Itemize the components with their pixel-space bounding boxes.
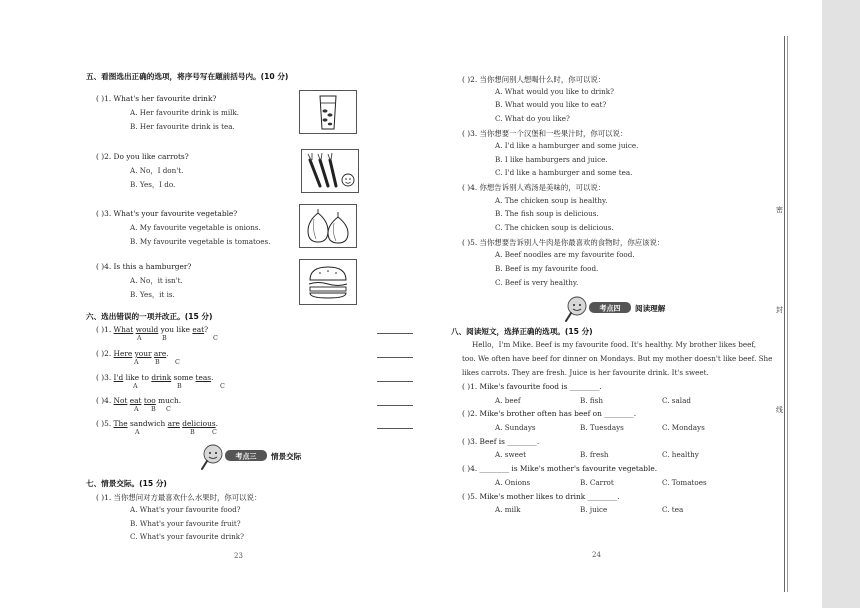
s8-q1-c: C. salad <box>662 396 691 405</box>
s7-q2: ( )2. 当你想问别人想喝什么时，你可以说： <box>462 75 606 84</box>
passage-line-1: Hello，I'm Mike. Beef is my favourite food. It's healthy. My brother likes beef, <box>472 340 757 349</box>
section-8-title: 八、阅读短文，选择正确的选项。(15 分) <box>451 327 593 336</box>
s6-q1-letter-a: A <box>137 334 142 342</box>
s5-q3-b: B. My favourite vegetable is tomatoes. <box>130 237 271 246</box>
s7-q1-c: C. What's your favourite drink? <box>130 532 244 541</box>
s8-q4-c: C. Tomatoes <box>662 478 707 487</box>
s5-q4: ( )4. Is this a hamburger? <box>96 262 192 271</box>
onions-picture <box>299 204 357 248</box>
s7-q2-a: A. What would you like to drink? <box>495 87 614 96</box>
onion-icon <box>300 205 356 247</box>
s8-q5-b: B. juice <box>580 505 608 514</box>
s6-q5-letter-a: A <box>135 428 140 436</box>
s6-q2-letter-a: A <box>134 358 139 366</box>
s7-q2-c: C. What do you like? <box>495 114 570 123</box>
s8-q1-a: A. beef <box>495 396 521 405</box>
answer-line-5[interactable] <box>377 428 413 429</box>
badge-label: 阅读理解 <box>635 304 666 313</box>
s8-q3-b: B. fresh <box>580 450 609 459</box>
carrots-picture <box>301 149 359 193</box>
s5-q2-b: B. Yes，I do. <box>130 180 176 189</box>
s8-q5-c: C. tea <box>662 505 684 514</box>
s8-q2-b: B. Tuesdays <box>580 423 624 432</box>
answer-line-1[interactable] <box>377 333 413 334</box>
margin-char-1: 密 <box>776 206 783 214</box>
page-number-left: 23 <box>234 552 243 560</box>
s8-q4-a: A. Onions <box>495 478 531 487</box>
svg-text:考点四: 考点四 <box>599 304 621 313</box>
s5-q1-b: B. Her favourite drink is tea. <box>130 122 235 131</box>
svg-text:考点三: 考点三 <box>235 452 257 461</box>
s7-q1: ( )1. 当你想问对方最喜欢什么水果时，你可以说： <box>96 493 262 502</box>
s8-q4: ( )4. ________ is Mike's mother's favourite vegetable. <box>462 464 658 473</box>
binding-line-inner <box>787 36 788 592</box>
s7-q3-b: B. I like hamburgers and juice. <box>495 155 608 164</box>
binding-line <box>784 36 785 592</box>
s7-q3-c: C. I'd like a hamburger and some tea. <box>495 168 633 177</box>
s8-q3: ( )3. Beef is ________. <box>462 437 540 446</box>
s7-q3: ( )3. 当你想要一个汉堡和一些果汁时，你可以说： <box>462 129 628 138</box>
passage-line-3: likes carrots. They are fresh. Juice is her favourite drink. It's sweet. <box>462 368 709 377</box>
s6-q2: ( )2. Here your are. <box>96 349 169 358</box>
answer-line-4[interactable] <box>377 405 413 406</box>
s7-q2-b: B. What would you like to eat? <box>495 100 607 109</box>
magnifier-mascot-icon <box>199 443 269 471</box>
s6-q3-letter-c: C <box>220 382 225 390</box>
page-number-right: 24 <box>592 551 601 559</box>
section-5-title: 五、看图选出正确的选项，将序号写在题前括号内。(10 分) <box>86 72 289 81</box>
s7-q3-a: A. I'd like a hamburger and some juice. <box>495 141 639 150</box>
s8-q5: ( )5. Mike's mother likes to drink ________. <box>462 492 620 501</box>
s5-q2: ( )2. Do you like carrots? <box>96 152 189 161</box>
s6-q2-letter-c: C <box>175 358 180 366</box>
badge-label: 情景交际 <box>271 452 302 461</box>
s6-q5-letter-b: B <box>190 428 195 436</box>
scan-edge-strip <box>822 0 860 608</box>
s6-q1-letter-c: C <box>213 334 218 342</box>
s8-q2-a: A. Sundays <box>495 423 536 432</box>
margin-char-3: 线 <box>776 406 783 414</box>
s7-q5: ( )5. 当你想要告诉别人牛肉是你最喜欢的食物时，你应该说： <box>462 238 665 247</box>
s5-q4-b: B. Yes，it is. <box>130 290 175 299</box>
s7-q4-b: B. The fish soup is delicious. <box>495 209 599 218</box>
s7-q5-a: A. Beef noodles are my favourite food. <box>495 250 635 259</box>
s6-q4: ( )4. Not eat too much. <box>96 396 182 405</box>
s8-q3-c: C. healthy <box>662 450 699 459</box>
s5-q3: ( )3. What's your favourite vegetable? <box>96 209 238 218</box>
section-7-title: 七、情景交际。(15 分) <box>86 479 167 488</box>
s8-q5-a: A. milk <box>495 505 521 514</box>
s5-q3-a: A. My favourite vegetable is onions. <box>130 223 261 232</box>
answer-line-3[interactable] <box>377 381 413 382</box>
glass-icon <box>300 91 356 133</box>
s8-q2-c: C. Mondays <box>662 423 705 432</box>
hamburger-picture <box>299 259 357 305</box>
hamburger-icon <box>300 260 356 304</box>
s7-q5-c: C. Beef is very healthy. <box>495 278 579 287</box>
s7-q1-a: A. What's your favourite food? <box>130 505 241 514</box>
magnifier-mascot-icon <box>563 295 633 323</box>
s6-q3-letter-b: B <box>177 382 182 390</box>
s6-q4-letter-c: C <box>166 405 171 413</box>
s6-q3: ( )3. I'd like to drink some teas. <box>96 373 214 382</box>
s5-q1: ( )1. What's her favourite drink? <box>96 94 217 103</box>
carrot-icon <box>302 150 358 192</box>
s6-q4-letter-a: A <box>134 405 139 413</box>
s6-q5-letter-c: C <box>212 428 217 436</box>
s7-q4: ( )4. 你想告诉别人鸡汤是美味的，可以说： <box>462 183 606 192</box>
s7-q4-c: C. The chicken soup is delicious. <box>495 223 614 232</box>
badge-reading-comprehension <box>563 295 673 323</box>
s5-q4-a: A. No，it isn't. <box>130 276 183 285</box>
s6-q5: ( )5. The sandwich are delicious. <box>96 419 218 428</box>
s7-q1-b: B. What's your favourite fruit? <box>130 519 241 528</box>
s6-q1-letter-b: B <box>162 334 167 342</box>
s5-q2-a: A. No，I don't. <box>130 166 184 175</box>
s7-q5-b: B. Beef is my favourite food. <box>495 264 599 273</box>
milk-glass-picture <box>299 90 357 134</box>
s8-q3-a: A. sweet <box>495 450 526 459</box>
section-6-title: 六、选出错误的一项并改正。(15 分) <box>86 312 213 321</box>
passage-line-2: too. We often have beef for dinner on Mondays. But my mother doesn't like beef. She <box>462 354 773 363</box>
s8-q4-b: B. Carrot <box>580 478 614 487</box>
s6-q1: ( )1. What would you like eat? <box>96 325 209 334</box>
s8-q2: ( )2. Mike's brother often has beef on ________. <box>462 409 637 418</box>
s6-q3-letter-a: A <box>133 382 138 390</box>
s8-q1: ( )1. Mike's favourite food is ________. <box>462 382 602 391</box>
margin-char-2: 封 <box>776 306 783 314</box>
s5-q1-a: A. Her favourite drink is milk. <box>130 108 240 117</box>
s6-q4-letter-b: B <box>151 405 156 413</box>
s6-q2-letter-b: B <box>155 358 160 366</box>
s7-q4-a: A. The chicken soup is healthy. <box>495 196 608 205</box>
answer-line-2[interactable] <box>377 357 413 358</box>
s8-q1-b: B. fish <box>580 396 603 405</box>
badge-situational-dialogue <box>199 443 309 471</box>
